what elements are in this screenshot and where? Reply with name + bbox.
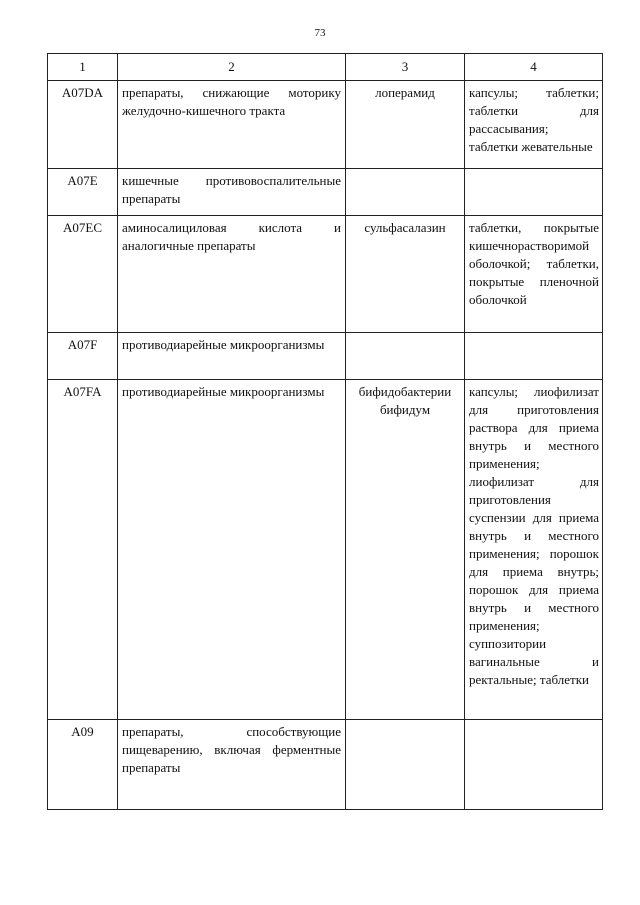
dosage-forms-cell: таблетки, покрытые кишечнорастворимой оболочкой; таблетки, покрытые пленочной оболочкой bbox=[465, 216, 603, 333]
inn-cell bbox=[346, 169, 465, 216]
dosage-forms-cell bbox=[465, 169, 603, 216]
table-row bbox=[48, 720, 603, 810]
dosage-forms-cell bbox=[465, 333, 603, 380]
column-header-inn: 3 bbox=[346, 54, 465, 81]
table-row bbox=[48, 169, 603, 216]
group-description-cell: кишечные противовоспалительные препараты bbox=[118, 169, 346, 216]
drug-table bbox=[47, 53, 603, 810]
column-header-description: 2 bbox=[118, 54, 346, 81]
inn-cell bbox=[346, 720, 465, 810]
page-number: 73 bbox=[314, 27, 326, 39]
group-description-cell: препараты, способствующие пищеварению, включая ферментные препараты bbox=[118, 720, 346, 810]
dosage-forms-cell: капсулы; таблетки; таблетки для рассасывания; таблетки жевательные bbox=[465, 81, 603, 169]
group-description-cell: препараты, снижающие моторику желудочно-кишечного тракта bbox=[118, 81, 346, 169]
group-description-cell: аминосалициловая кислота и аналогичные препараты bbox=[118, 216, 346, 333]
table-row bbox=[48, 216, 603, 333]
atc-code-cell: A07DA bbox=[48, 81, 118, 169]
table-row bbox=[48, 333, 603, 380]
inn-cell: лоперамид bbox=[346, 81, 465, 169]
column-header-forms: 4 bbox=[465, 54, 603, 81]
atc-code-cell: A07F bbox=[48, 333, 118, 380]
table-row bbox=[48, 380, 603, 720]
group-description-cell: противодиарейные микроорганизмы bbox=[118, 380, 346, 720]
atc-code-cell: A07E bbox=[48, 169, 118, 216]
atc-code-cell: A07EC bbox=[48, 216, 118, 333]
dosage-forms-cell bbox=[465, 720, 603, 810]
dosage-forms-cell: капсулы; лиофилизат для приготовления раствора для приема внутрь и местного применения; лиофилизат для приготовления суспензии для приема внутрь и местного применения; порошок для приема внутрь; порошок для приема внутрь и местного применения; суппозитории вагинальные и ректальные; таблетки bbox=[465, 380, 603, 720]
inn-cell bbox=[346, 333, 465, 380]
atc-code-cell: A07FA bbox=[48, 380, 118, 720]
column-header-code: 1 bbox=[48, 54, 118, 81]
table-row bbox=[48, 81, 603, 169]
table-header-row bbox=[48, 54, 603, 81]
inn-cell: сульфасалазин bbox=[346, 216, 465, 333]
group-description-cell: противодиарейные микроорганизмы bbox=[118, 333, 346, 380]
atc-code-cell: A09 bbox=[48, 720, 118, 810]
inn-cell: бифидобактерии бифидум bbox=[346, 380, 465, 720]
